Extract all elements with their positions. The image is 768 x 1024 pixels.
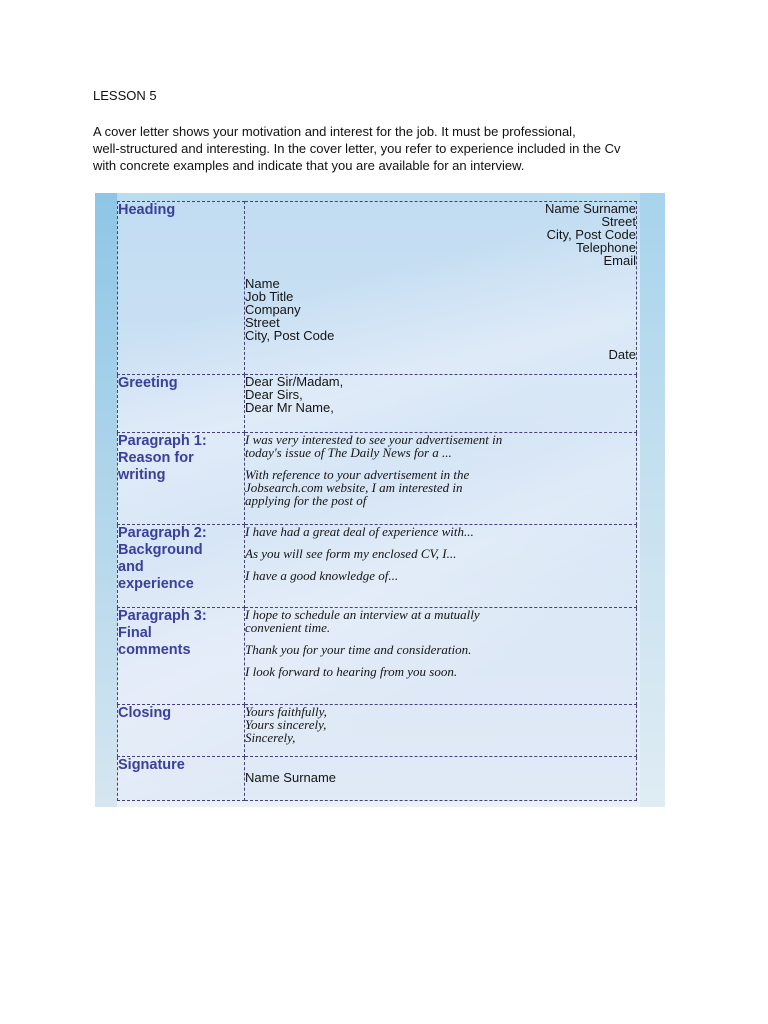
intro-paragraph [93,123,693,174]
sender-line: Street [601,214,636,229]
intro-line: A cover letter shows your motivation and interest for the job. It must be professional, [93,124,576,139]
table-row-signature [118,757,637,801]
greeting-line: Dear Sir/Madam, [245,374,344,389]
recipient-line: Job Title [245,289,294,304]
label-line: and [118,559,144,575]
label-paragraph3 [118,608,245,705]
recipient-line: Company [245,302,301,317]
label-line: experience [118,576,194,592]
recipient-line: Name [245,276,280,291]
label-signature: Signature [118,757,245,801]
closing-line: Yours sincerely, [245,717,327,732]
paragraph3-block1 [245,608,636,634]
paragraph2-line: I have a good knowledge of... [245,568,399,583]
paragraph1-line: I was very interested to see your advertisement in [245,432,503,447]
paragraph1-line: With reference to your advertisement in the [245,467,470,482]
sender-line: City, Post Code [546,227,636,242]
intro-line: well-structured and interesting. In the cover letter, you refer to experience included in the Cv [93,141,621,156]
label-line: Final [118,625,152,641]
lesson-title: LESSON 5 [93,88,157,103]
label-line: Reason for [118,450,194,466]
label-line: Paragraph 1: [118,433,207,449]
table-row-paragraph2 [118,525,637,608]
content-paragraph2 [245,525,637,608]
paragraph3-line: I hope to schedule an interview at a mutually [245,607,480,622]
cover-letter-figure [95,193,665,807]
date-line: Date [608,347,636,362]
closing-line: Yours faithfully, [245,704,327,719]
paragraph2-line: As you will see form my enclosed CV, I... [245,546,457,561]
recipient-address [245,277,636,342]
paragraph3-line: I look forward to hearing from you soon. [245,664,458,679]
label-paragraph2 [118,525,245,608]
label-line: writing [118,467,166,483]
label-line: Background [118,542,203,558]
greeting-line: Dear Mr Name, [245,400,334,415]
content-paragraph1 [245,433,637,525]
label-closing: Closing [118,705,245,757]
recipient-line: Street [245,315,280,330]
label-heading: Heading [118,202,245,375]
signature-text: Name Surname [245,770,337,785]
paragraph2-line: I have had a great deal of experience with... [245,524,474,539]
recipient-line: City, Post Code [245,328,335,343]
paragraph1-line: Jobsearch.com website, I am interested in [245,480,463,495]
greeting-line: Dear Sirs, [245,387,303,402]
content-closing [245,705,637,757]
table-row-paragraph1 [118,433,637,525]
content-signature [245,757,637,801]
cover-letter-table [117,201,637,801]
label-line: Paragraph 3: [118,608,207,624]
label-line: Paragraph 2: [118,525,207,541]
paragraph1-line: today's issue of The Daily News for a ... [245,445,452,460]
table-row-greeting [118,375,637,433]
label-line: comments [118,642,191,658]
table-row-paragraph3 [118,608,637,705]
content-greeting [245,375,637,433]
paragraph3-line: convenient time. [245,620,331,635]
label-greeting: Greeting [118,375,245,433]
content-heading [245,202,637,375]
content-paragraph3 [245,608,637,705]
paragraph1-block2 [245,468,636,507]
sender-line: Name Surname [544,201,636,216]
sender-line: Email [603,253,636,268]
table-row-heading [118,202,637,375]
sender-line: Telephone [576,240,636,255]
intro-line: with concrete examples and indicate that you are available for an interview. [93,158,525,173]
sender-address [245,202,636,267]
table-row-closing [118,705,637,757]
paragraph1-line: applying for the post of [245,493,367,508]
label-paragraph1 [118,433,245,525]
paragraph1-block1 [245,433,636,459]
closing-line: Sincerely, [245,730,296,745]
paragraph3-line: Thank you for your time and consideration. [245,642,472,657]
